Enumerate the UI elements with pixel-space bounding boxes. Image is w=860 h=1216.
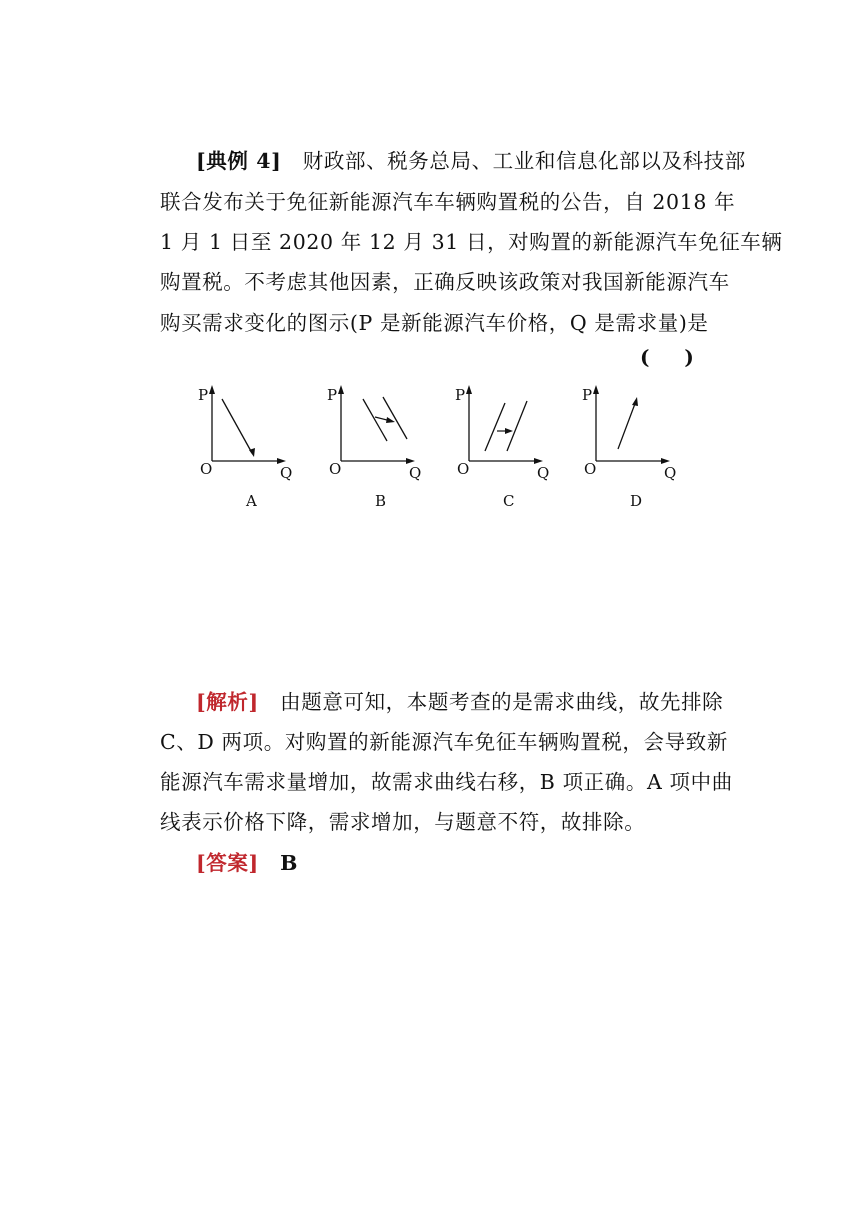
question-line-5: 购买需求变化的图示(P 是新能源汽车价格，Q 是需求量)是	[160, 311, 709, 335]
analysis-text-1: 由题意可知，本题考查的是需求曲线，故先排除	[280, 690, 724, 714]
graph-c-p-label: P	[455, 386, 466, 404]
answer-line	[196, 849, 298, 877]
answer-blank: ( )	[640, 345, 708, 369]
graph-option-a	[198, 383, 308, 513]
analysis-line-4: 线表示价格下降，需求增加，与题意不符，故排除。	[160, 810, 646, 834]
graph-b-q-label: Q	[409, 464, 422, 482]
question-line-2: 联合发布关于免征新能源汽车车辆购置税的公告，自 2018 年	[160, 190, 736, 214]
graph-d-o-label: O	[584, 460, 597, 478]
graph-c-option-label: C	[503, 492, 515, 510]
graph-a-p-label: P	[198, 386, 209, 404]
graph-c-o-label: O	[457, 460, 470, 478]
graph-option-d	[582, 383, 692, 513]
graph-b-option-label: B	[375, 492, 387, 510]
question-line-4: 购置税。不考虑其他因素，正确反映该政策对我国新能源汽车	[160, 270, 730, 294]
graph-a-o-label: O	[200, 460, 213, 478]
analysis-line-1	[196, 688, 723, 716]
graph-d-option-label: D	[630, 492, 643, 510]
question-text-1: 财政部、税务总局、工业和信息化部以及科技部	[302, 149, 746, 173]
analysis-line-2: C、D 两项。对购置的新能源汽车免征车辆购置税，会导致新	[160, 730, 728, 754]
graph-b-p-label: P	[327, 386, 338, 404]
analysis-line-3: 能源汽车需求量增加，故需求曲线右移，B 项正确。A 项中曲	[160, 770, 733, 794]
graph-b-o-label: O	[329, 460, 342, 478]
graph-option-c	[455, 383, 565, 513]
question-line-3: 1 月 1 日至 2020 年 12 月 31 日，对购置的新能源汽车免征车辆	[160, 230, 783, 254]
graph-a-option-label: A	[246, 492, 257, 510]
analysis-tag: [解析]	[196, 690, 259, 714]
graph-c-q-label: Q	[537, 464, 550, 482]
answer-tag: [答案]	[196, 851, 259, 875]
answer-value: B	[280, 851, 299, 875]
graph-d-q-label: Q	[664, 464, 677, 482]
graph-option-b	[327, 383, 437, 513]
graph-a-q-label: Q	[280, 464, 293, 482]
question-line-1	[196, 147, 746, 175]
graph-d-p-label: P	[582, 386, 593, 404]
question-tag: [典例 4]	[196, 149, 282, 173]
